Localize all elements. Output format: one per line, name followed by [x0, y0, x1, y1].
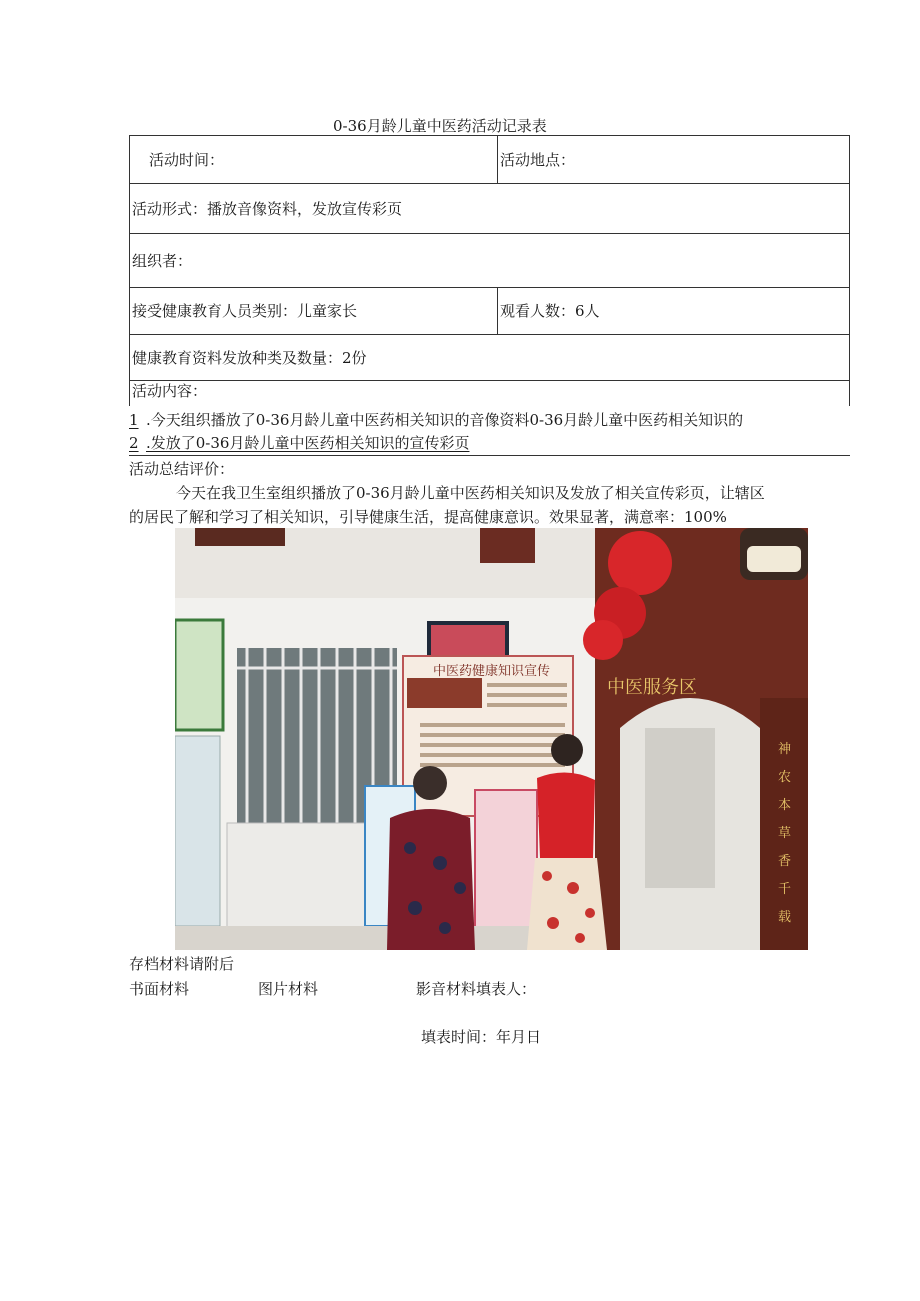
record-table — [129, 135, 850, 406]
table-row-divider — [129, 380, 850, 381]
side-char: 香 — [778, 854, 792, 869]
person-left-body — [387, 809, 475, 950]
activity-time-label: 活动时间： — [149, 151, 225, 169]
table-row-divider — [129, 233, 850, 234]
side-char: 草 — [778, 826, 792, 841]
activity-photo-illustration — [175, 528, 808, 950]
table-row-divider — [129, 334, 850, 335]
glass-cabinet — [175, 736, 220, 926]
side-char: 神 — [778, 742, 792, 757]
person-right-skirt — [527, 858, 607, 950]
fill-time: 填表时间：年月日 — [421, 1028, 542, 1046]
table-col-divider — [497, 287, 498, 334]
viewer-count: 观看人数：6人 — [500, 302, 600, 320]
person-right-head — [551, 734, 583, 766]
activity-place-label: 活动地点： — [500, 151, 576, 169]
hanging-lamp-face — [747, 546, 801, 572]
archive-av-filler: 影音材料填表人： — [416, 980, 537, 998]
table-row-divider — [129, 183, 850, 184]
archive-label: 存档材料请附后 — [129, 955, 235, 973]
red-lantern — [583, 620, 623, 660]
ceiling-ornament — [480, 528, 535, 563]
side-char: 本 — [778, 798, 792, 813]
materials-count: 健康教育资料发放种类及数量：2份 — [132, 349, 367, 367]
ceiling-ornament — [195, 528, 285, 546]
red-lantern — [608, 531, 672, 595]
arch-sign: 中医服务区 — [607, 677, 697, 698]
table-border-right — [849, 135, 850, 406]
activity-form: 活动形式：播放音像资料，发放宣传彩页 — [132, 200, 403, 218]
summary-line-2: 的居民了解和学习了相关知识，引导健康生活，提高健康意识。效果显著，满意率：100% — [129, 508, 727, 526]
table-col-divider — [497, 135, 498, 183]
standing-display-right — [475, 790, 537, 930]
person-left-head — [413, 766, 447, 800]
activity-photo — [175, 528, 808, 950]
summary-line-1: 今天在我卫生室组织播放了0-36月龄儿童中医药相关知识及发放了相关宣传彩页，让辖区 — [176, 484, 765, 502]
poster-image — [407, 678, 482, 708]
table-row-divider — [129, 287, 850, 288]
table-border-top — [129, 135, 850, 136]
archive-pictures: 图片材料 — [258, 980, 319, 998]
content-item-1-number: 1 — [129, 411, 139, 429]
content-item-1: .今天组织播放了0-36月龄儿童中医药相关知识的音像资料0-36月龄儿童中医药相关知识的 — [146, 411, 744, 429]
content-label: 活动内容： — [132, 382, 208, 400]
content-bottom-rule — [129, 455, 850, 456]
side-char: 载 — [778, 910, 792, 925]
corridor-door — [645, 728, 715, 888]
person-right-top — [537, 772, 595, 858]
poster-title: 中医药健康知识宣传 — [433, 664, 551, 679]
summary-label: 活动总结评价： — [129, 460, 235, 478]
content-item-2-number: 2 — [129, 434, 139, 452]
audience-category: 接受健康教育人员类别：儿童家长 — [132, 302, 358, 320]
organizer-label: 组织者： — [132, 252, 193, 270]
side-char: 农 — [778, 770, 792, 785]
page-title: 0-36月龄儿童中医药活动记录表 — [333, 117, 547, 135]
side-char: 千 — [778, 882, 792, 897]
notice-board — [175, 620, 223, 730]
archive-written: 书面材料 — [129, 980, 190, 998]
table-border-left — [129, 135, 130, 406]
content-item-2: .发放了0-36月龄儿童中医药相关知识的宣传彩页 — [146, 434, 470, 452]
